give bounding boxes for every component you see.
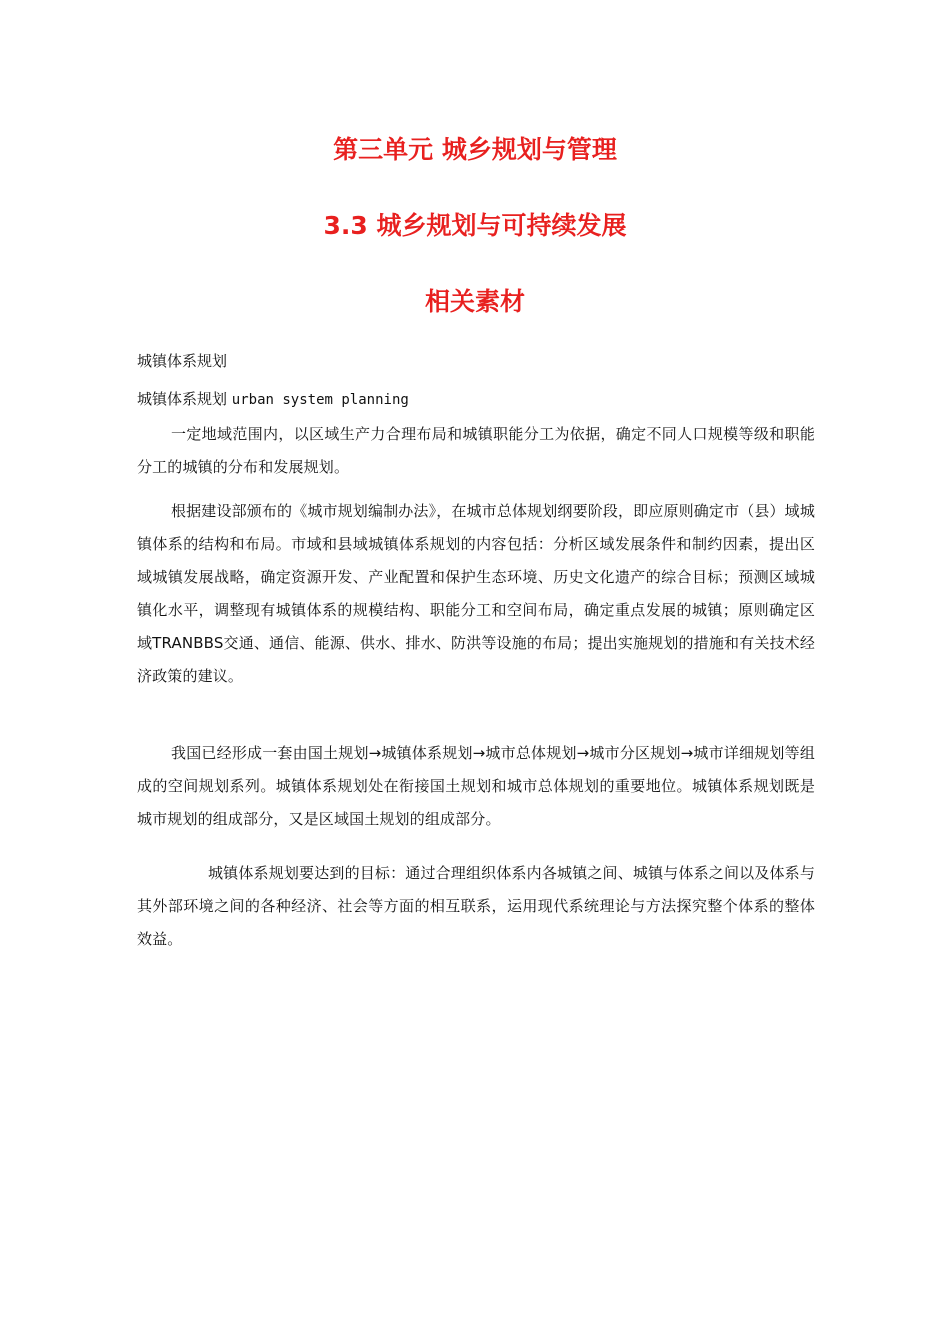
materials-title: 相关素材 [424, 287, 525, 316]
term-line [137, 388, 409, 411]
unit-title: 第三单元 城乡规划与管理 [333, 135, 617, 164]
paragraph-system: 我国已经形成一套由国土规划→城镇体系规划→城市总体规划→城市分区规划→城市详细规划等组成的空间规划系列。城镇体系规划处在衔接国土规划和城市总体规划的重要地位。城镇体系规划既是城市规划的组成部分，又是区域国土规划的组成部分。 [137, 744, 815, 828]
section-title: 3.3 城乡规划与可持续发展 [323, 211, 627, 240]
paragraph-content: 根据建设部颁布的《城市规划编制办法》，在城市总体规划纲要阶段，即应原则确定市（县）域城镇体系的结构和布局。市域和县域城镇体系规划的内容包括：分析区域发展条件和制约因素，提出区域城镇发展战略，确定资源开发、产业配置和保护生态环境、历史文化遗产的综合目标；预测区域城镇化水平，调整现有城镇体系的规模结构、职能分工和空间布局，确定重点发展的城镇；原则确定区域TRANBBS交通、通信、能源、供水、排水、防洪等设施的布局；提出实施规划的措施和有关技术经济政策的建议。 [137, 502, 815, 685]
term-chinese: 城镇体系规划 [137, 390, 228, 408]
topic-heading: 城镇体系规划 [137, 352, 228, 370]
paragraph-definition: 一定地域范围内，以区域生产力合理布局和城镇职能分工为依据，确定不同人口规模等级和职能分工的城镇的分布和发展规划。 [137, 425, 815, 476]
paragraph-goal: 城镇体系规划要达到的目标：通过合理组织体系内各城镇之间、城镇与体系之间以及体系与其外部环境之间的各种经济、社会等方面的相互联系，运用现代系统理论与方法探究整个体系的整体效益。 [137, 864, 815, 948]
term-english: urban system planning [231, 392, 409, 408]
